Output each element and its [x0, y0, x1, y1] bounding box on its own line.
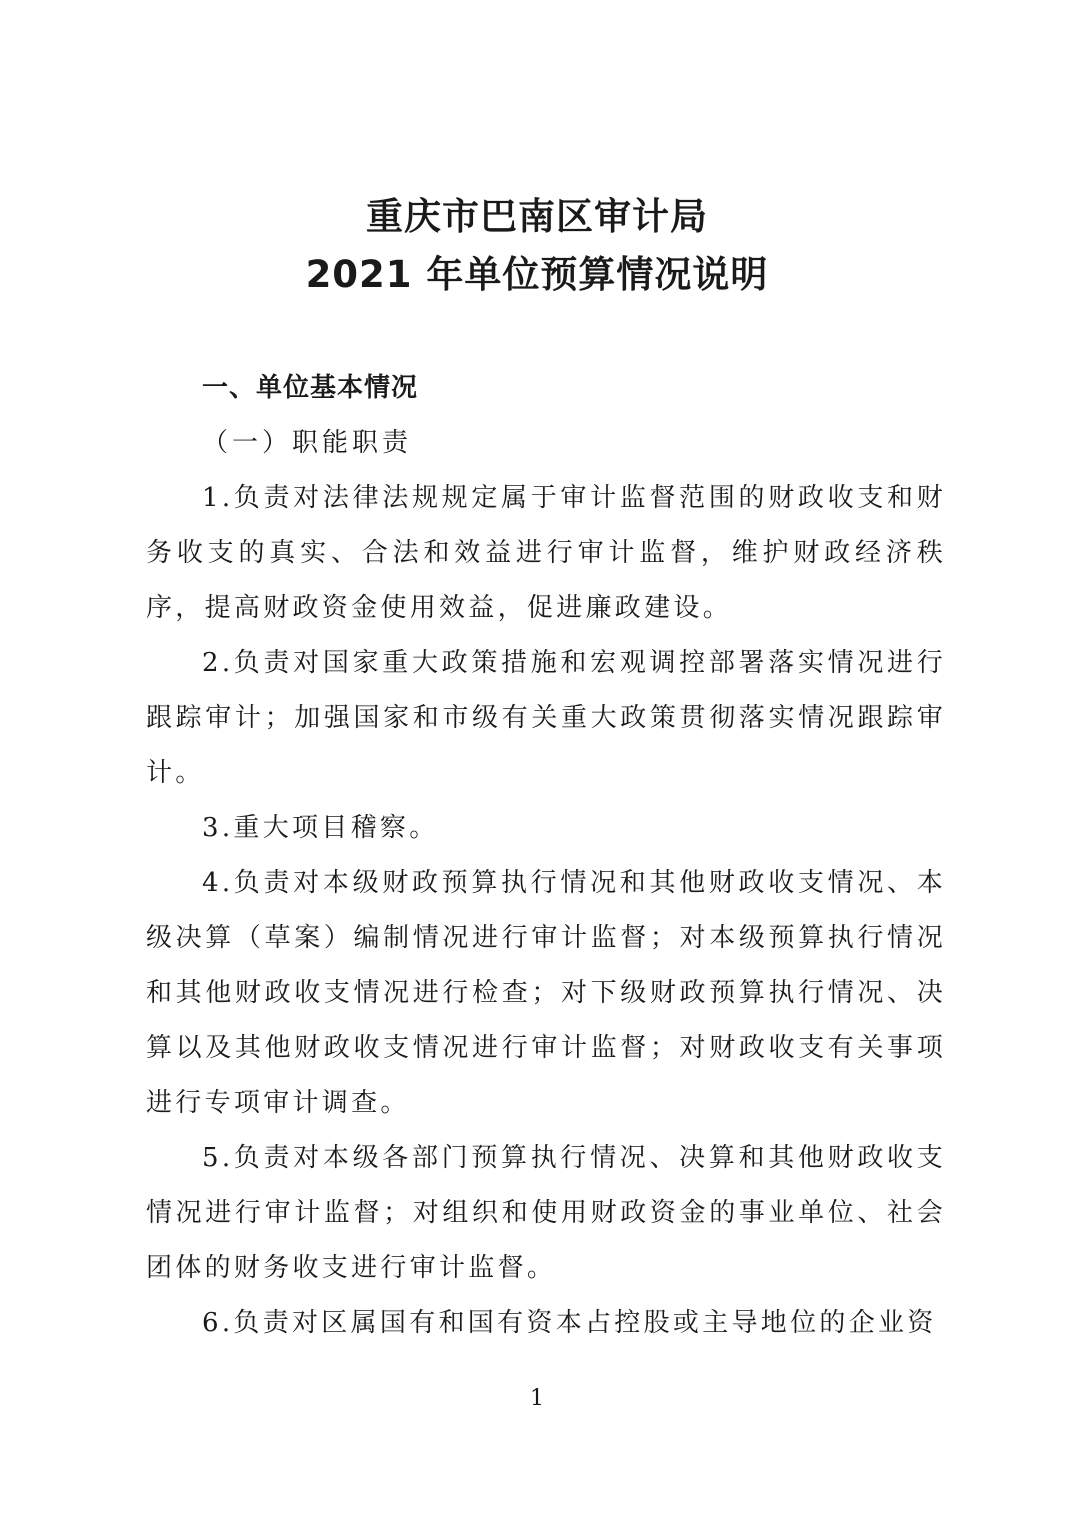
paragraph-item-6: 6.负责对区属国有和国有资本占控股或主导地位的企业资	[202, 1308, 937, 1338]
paragraph-item-2: 2.负责对国家重大政策措施和宏观调控部署落实情况进行跟踪审计；加强国家和市级有关重大政策贯彻落实情况跟踪审计。	[146, 648, 946, 788]
section-heading-basic-info: 一、单位基本情况	[202, 373, 419, 403]
paragraph-item-1: 1.负责对法律法规规定属于审计监督范围的财政收支和财务收支的真实、合法和效益进行审计监督，维护财政经济秩序，提高财政资金使用效益，促进廉政建设。	[146, 483, 946, 623]
page-number: 1	[530, 1386, 544, 1411]
document-title-line-1: 重庆市巴南区审计局	[366, 195, 708, 238]
paragraph-item-5: 5.负责对本级各部门预算执行情况、决算和其他财政收支情况进行审计监督；对组织和使用财政资金的事业单位、社会团体的财务收支进行审计监督。	[146, 1143, 946, 1283]
paragraph-item-4: 4.负责对本级财政预算执行情况和其他财政收支情况、本级决算（草案）编制情况进行审计监督；对本级预算执行情况和其他财政收支情况进行检查；对下级财政预算执行情况、决算以及其他财政收支情况进行审计监督；对财政收支有关事项进行专项审计调查。	[146, 868, 946, 1118]
subsection-heading-functions: （一）职能职责	[202, 428, 413, 458]
document-title-line-2: 2021 年单位预算情况说明	[305, 253, 769, 296]
paragraph-item-3: 3.重大项目稽察。	[202, 813, 439, 843]
document-body	[146, 361, 946, 1351]
